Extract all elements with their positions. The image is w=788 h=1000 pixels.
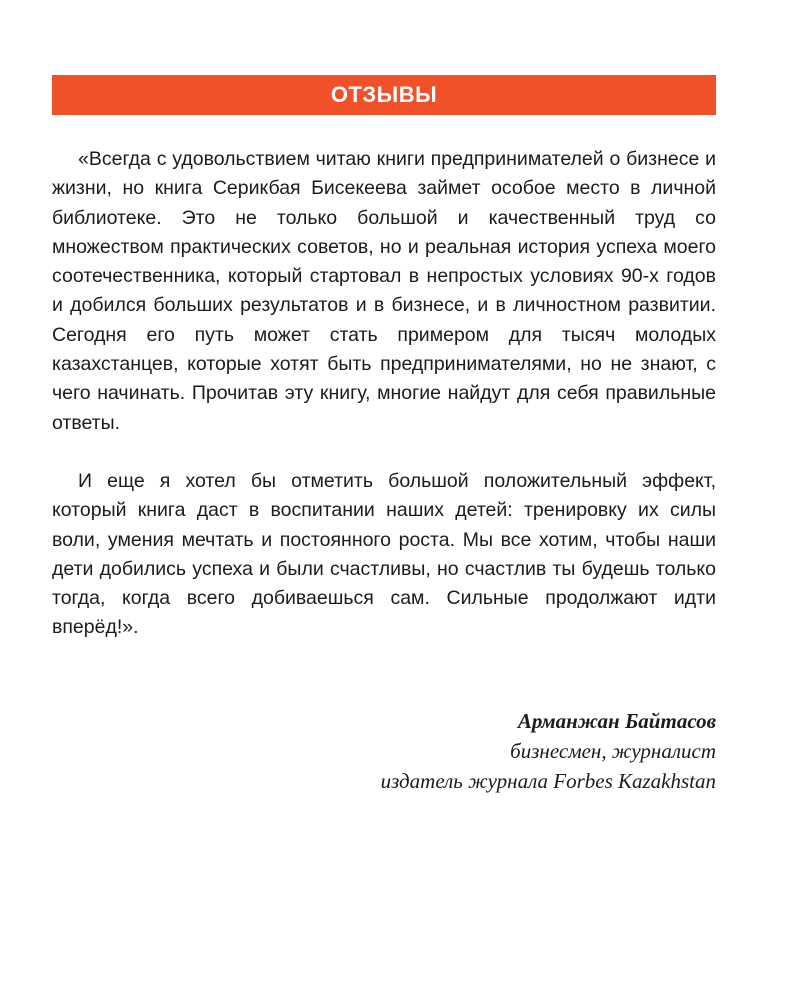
section-title: ОТЗЫВЫ xyxy=(330,82,438,107)
review-signature xyxy=(381,706,716,796)
review-text xyxy=(52,145,716,643)
review-paragraph-1: «Всегда с удовольствием читаю книги предпринимателей о бизнесе и жизни, но книга Серикбая Бисекеева займет особое место в личной библиотеке. Это не только большой и качественный труд со множеством практических советов, но и реальная история успеха моего соотечественника, который стартовал в непростых условиях 90-х годов и добился больших результатов и в бизнесе, и в личностном развитии. Сегодня его путь может стать примером для тысяч молодых казахстанцев, которые хотят быть предпринимателями, но не знают, с чего начинать. Прочитав эту книгу, многие найдут для себя правильные ответы. xyxy=(52,148,716,434)
review-paragraph-2: И еще я хотел бы отметить большой положительный эффект, который книга даст в воспитании наших детей: тренировку их силы воли, умения мечтать и постоянного роста. Мы все хотим, чтобы наши дети добились успеха и были счастливы, но счастлив ты будешь только тогда, когда всего добиваешься сам. Сильные продолжают идти вперёд!». xyxy=(52,469,716,639)
author-name: Арманжан Байтасов xyxy=(517,709,716,733)
section-header-bar xyxy=(52,75,716,115)
author-position: издатель журнала Forbes Kazakhstan xyxy=(380,769,716,793)
author-role: бизнесмен, журналист xyxy=(510,739,716,763)
